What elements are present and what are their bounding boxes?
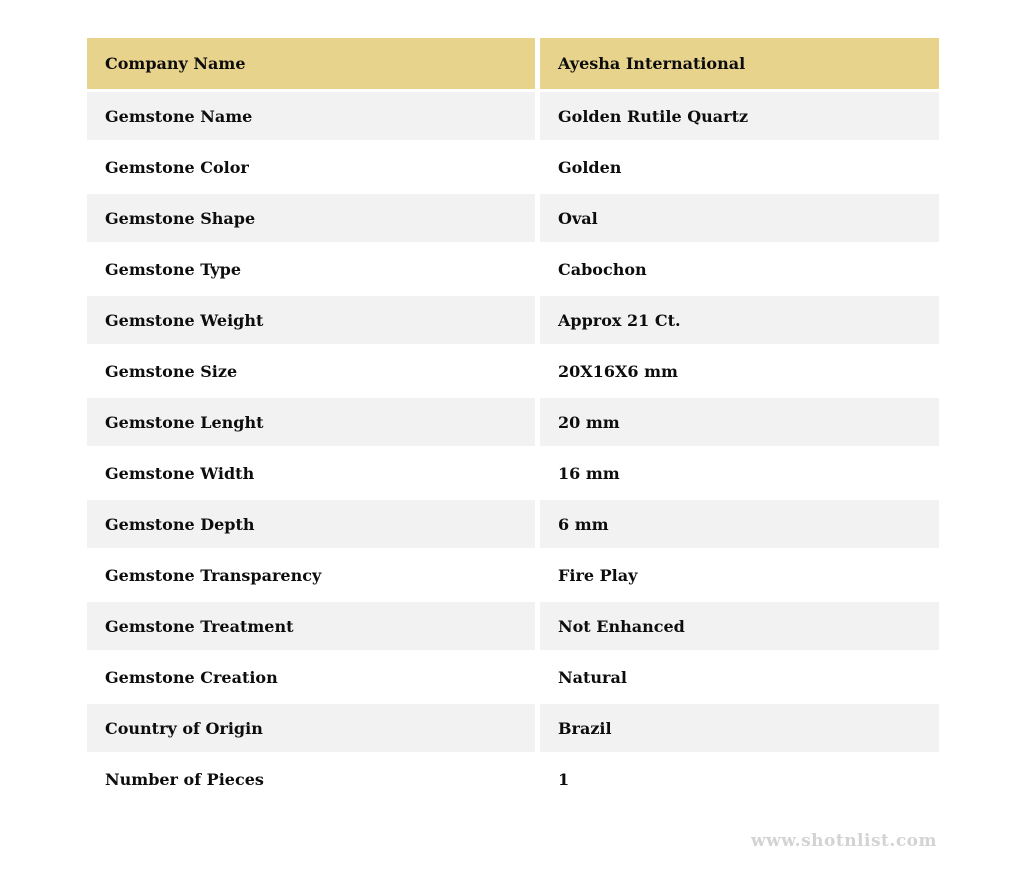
table-row bbox=[87, 296, 939, 344]
spec-value-cell: Not Enhanced bbox=[540, 602, 939, 650]
gemstone-spec-table bbox=[87, 38, 939, 803]
spec-label-cell: Gemstone Size bbox=[87, 347, 535, 395]
spec-value-cell: Approx 21 Ct. bbox=[540, 296, 939, 344]
table-row bbox=[87, 449, 939, 497]
spec-value-cell: Oval bbox=[540, 194, 939, 242]
spec-label-cell: Gemstone Name bbox=[87, 92, 535, 140]
spec-value-cell: Natural bbox=[540, 653, 939, 701]
table-row bbox=[87, 602, 939, 650]
table-row bbox=[87, 653, 939, 701]
spec-value-cell: Cabochon bbox=[540, 245, 939, 293]
spec-value-cell: Fire Play bbox=[540, 551, 939, 599]
spec-value-cell: 6 mm bbox=[540, 500, 939, 548]
spec-value-cell: 1 bbox=[540, 755, 939, 803]
table-row bbox=[87, 500, 939, 548]
table-row bbox=[87, 347, 939, 395]
spec-value-cell: Golden Rutile Quartz bbox=[540, 92, 939, 140]
table-row bbox=[87, 92, 939, 140]
spec-label-cell: Gemstone Shape bbox=[87, 194, 535, 242]
header-label-cell: Company Name bbox=[87, 38, 535, 89]
table-row bbox=[87, 755, 939, 803]
spec-label-cell: Country of Origin bbox=[87, 704, 535, 752]
spec-label-cell: Gemstone Transparency bbox=[87, 551, 535, 599]
spec-label-cell: Gemstone Treatment bbox=[87, 602, 535, 650]
spec-label-cell: Gemstone Weight bbox=[87, 296, 535, 344]
spec-label-cell: Gemstone Lenght bbox=[87, 398, 535, 446]
spec-label-cell: Gemstone Type bbox=[87, 245, 535, 293]
spec-label-cell: Gemstone Creation bbox=[87, 653, 535, 701]
spec-value-cell: Brazil bbox=[540, 704, 939, 752]
table-row bbox=[87, 194, 939, 242]
table-header-row bbox=[87, 38, 939, 89]
spec-value-cell: 16 mm bbox=[540, 449, 939, 497]
spec-label-cell: Gemstone Width bbox=[87, 449, 535, 497]
table-row bbox=[87, 398, 939, 446]
spec-value-cell: 20X16X6 mm bbox=[540, 347, 939, 395]
spec-value-cell: Golden bbox=[540, 143, 939, 191]
spec-label-cell: Gemstone Color bbox=[87, 143, 535, 191]
watermark-text: www.shotnlist.com bbox=[750, 831, 937, 851]
table-row bbox=[87, 143, 939, 191]
table-row bbox=[87, 551, 939, 599]
table-row bbox=[87, 245, 939, 293]
spec-label-cell: Number of Pieces bbox=[87, 755, 535, 803]
spec-value-cell: 20 mm bbox=[540, 398, 939, 446]
header-value-cell: Ayesha International bbox=[540, 38, 939, 89]
spec-label-cell: Gemstone Depth bbox=[87, 500, 535, 548]
table-row bbox=[87, 704, 939, 752]
